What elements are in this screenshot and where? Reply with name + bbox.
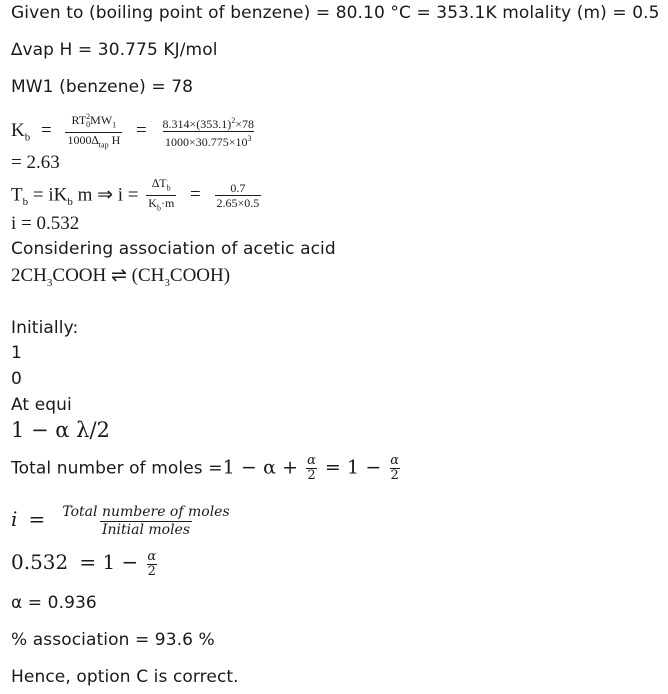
considering-line: Considering association of acetic acid [11, 239, 336, 259]
at-equi-label: At equi [11, 395, 72, 415]
kb-numeric-fraction: $\frac{8.314\times(353.1)^2\times 78}{1000\times 30.775\times 10^3}$ [162, 115, 255, 149]
conclusion-line: Hence, option C is correct. [11, 667, 239, 687]
moles-ratio-fraction: $\frac{\text{Total numbere of moles}}{\text{Initial moles}}$ [62, 504, 230, 538]
kb-result: = 2.63 [11, 152, 60, 173]
tb-symbolic-fraction: $\frac{\Delta T_b}{K_b\cdot m}$ [146, 176, 176, 216]
kb-symbol: K [11, 119, 25, 141]
total-moles-line: Total number of moles =1 − α + $\frac{\alpha}{2}$ = 1 − $\frac{\alpha}{2}$ [11, 453, 400, 483]
tb-numeric-fraction: $\frac{0.7}{2.65\times 0.5}$ [216, 181, 260, 211]
equilibrium-expression: 1 − α λ/2 [11, 418, 110, 442]
tb-formula: $T_b = iK_b$ m ⇒ i = $\frac{\Delta T_b}{K_b\cdot m}$ = $\frac{0.7}{2.65\times 0.5}$ [11, 176, 264, 216]
association-reaction: $2CH_3COOH$ ⇌ $(CH_3COOH)$ [11, 265, 231, 289]
kb-subscript: b [24, 131, 31, 144]
alpha-equation: 0.532 = 1 − $\frac{\alpha}{2}$ [11, 549, 157, 579]
initial-moles-reactant: 1 [11, 343, 22, 363]
initially-label: Initially: [11, 318, 79, 338]
equilibrium-arrow-icon: ⇌ [111, 265, 127, 286]
percent-association: % association = 93.6 % [11, 630, 215, 650]
molecular-weight-line: MW1 (benzene) = 78 [11, 77, 194, 97]
kb-symbolic-fraction: $\frac{RT^2_0MW_1}{1000\Delta_{tap} H}$ [65, 110, 122, 153]
i-value: i = 0.532 [11, 213, 80, 234]
delta-vap-line: ∆vap H = 30.775 KJ/mol [11, 40, 218, 60]
i-ratio-formula: i = $\frac{\text{Total numbere of moles}}{\text{Initial moles}}$ [11, 504, 230, 538]
given-line: Given to (boiling point of benzene) = 80.10 °C = 353.1K molality (m) = 0.5 [11, 3, 660, 23]
alpha-value: α = 0.936 [11, 593, 97, 613]
kb-formula: $K_b$ = $\frac{RT^2_0MW_1}{1000\Delta_{tap} H}$ = $\frac{8.314\times(353.1)^2\times 78}{1000\times 30.775\times 10^3}$ [11, 110, 259, 153]
initial-moles-product: 0 [11, 369, 22, 389]
